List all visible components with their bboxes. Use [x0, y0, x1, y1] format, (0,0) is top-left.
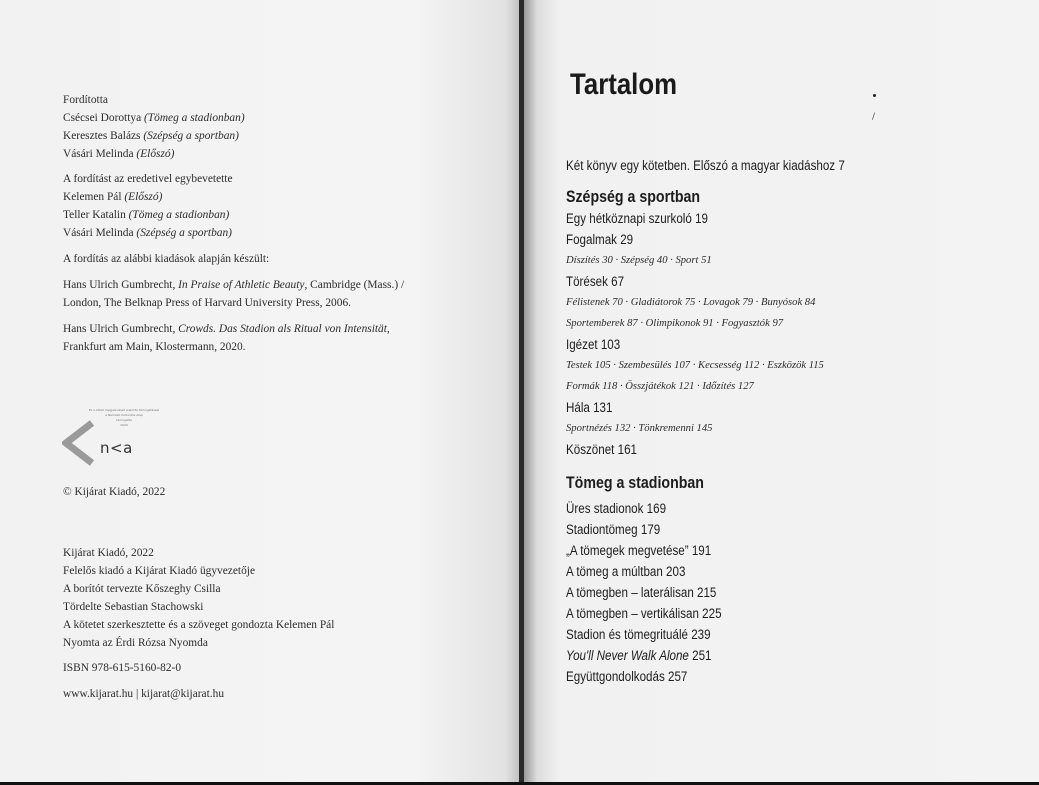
translator-line: Keresztes Balázs (Szépség a sportban) [63, 130, 239, 142]
editor-line: Teller Katalin (Tömeg a stadionban) [63, 209, 230, 221]
toc-section-title: Tömeg a stadionban [566, 474, 704, 492]
toc-entry: Köszönet 161 [566, 442, 638, 457]
toc-entry: „A tömegek megvetése” 191 [566, 543, 712, 558]
toc-entry: A tömeg a múltban 203 [566, 564, 686, 579]
toc-subentries: Formák 118 · Összjátékok 121 · Időzítés 127 [566, 381, 754, 392]
toc-subentries: Testek 105 · Szembesülés 107 · Kecsesség 112 · Eszközök 115 [566, 360, 824, 371]
source-2: Hans Ulrich Gumbrecht, Crowds. Das Stadion als Ritual von Intensität, Frankfurt am Main, Klostermann, 2020. [63, 323, 390, 353]
page-mark: / [872, 112, 876, 122]
toc-subentries: Sportemberek 87 · Olimpikonok 91 · Fogyasztók 97 [566, 318, 784, 329]
nka-chevron-icon [62, 406, 182, 466]
translators-block [63, 91, 245, 163]
translator-line: Csécsei Dorottya (Tömeg a stadionban) [63, 112, 245, 124]
toc-entry: Fogalmak 29 [566, 232, 634, 247]
editor-line: Vásári Melinda (Szépség a sportban) [63, 227, 232, 239]
toc-entry: A tömegben – vertikálisan 225 [566, 606, 722, 621]
toc-entry: Üres stadionok 169 [566, 501, 667, 516]
isbn: ISBN 978-615-5160-82-0 [63, 662, 182, 674]
nka-brand: n<a [100, 439, 133, 457]
copyright: © Kijárat Kiadó, 2022 [63, 486, 166, 498]
editor-line: Kelemen Pál (Előszó) [63, 191, 163, 203]
toc-title: Tartalom [570, 68, 678, 101]
right-page [524, 0, 1039, 782]
editors-block [63, 170, 233, 242]
contact: www.kijarat.hu | kijarat@kijarat.hu [63, 688, 225, 700]
nka-logo: Ez a kötet megjelenését jelentős támogatással a Nemzeti Kulturális Alap támogatta 2020 n<a [62, 406, 182, 466]
translators-heading: Fordította [63, 94, 108, 106]
toc-entry: Stadiontömeg 179 [566, 522, 661, 537]
toc-section-title: Szépség a sportban [566, 188, 701, 206]
translator-line: Vásári Melinda (Előszó) [63, 148, 175, 160]
source-1: Hans Ulrich Gumbrecht, In Praise of Athletic Beauty, Cambridge (Mass.) / London, The Belknap Press of Harvard University Press, 2006. [63, 279, 405, 309]
toc-entry: Egy hétköznapi szurkoló 19 [566, 211, 708, 226]
toc-subentries: Félistenek 70 · Gladiátorok 75 · Lovagok 79 · Bunyósok 84 [566, 297, 816, 308]
toc-entry: Törések 67 [566, 274, 625, 289]
page-speck [873, 94, 876, 97]
toc-entry: A tömegben – laterálisan 215 [566, 585, 717, 600]
left-page [0, 0, 521, 782]
toc-entry: Igézet 103 [566, 337, 621, 352]
toc-subentries: Díszítés 30 · Szépség 40 · Sport 51 [566, 255, 712, 266]
editors-heading: A fordítást az eredetivel egybevetette [63, 173, 233, 185]
toc-entry: Stadion és tömegrituálé 239 [566, 627, 711, 642]
toc-entry-italic: You'll Never Walk Alone 251 [566, 648, 712, 663]
toc-subentries: Sportnézés 132 · Tönkremenni 145 [566, 423, 713, 434]
toc-entry: Együttgondolkodás 257 [566, 669, 688, 684]
basis-note: A fordítás az alábbi kiadások alapján készült: [63, 253, 270, 265]
imprint-block: Kijárat Kiadó, 2022 Felelős kiadó a Kijárat Kiadó ügyvezetője A borítót tervezte Kőszeghy Csilla Tördelte Sebastian Stachowski A kötetet szerkesztette és a szöveget gondozta Kelemen Pál Nyomta az Érdi Rózsa Nyomda [63, 547, 335, 649]
toc-preface: Két könyv egy kötetben. Előszó a magyar kiadáshoz 7 [566, 158, 845, 173]
table-of-contents [566, 155, 1026, 687]
toc-entry: Hála 131 [566, 400, 613, 415]
